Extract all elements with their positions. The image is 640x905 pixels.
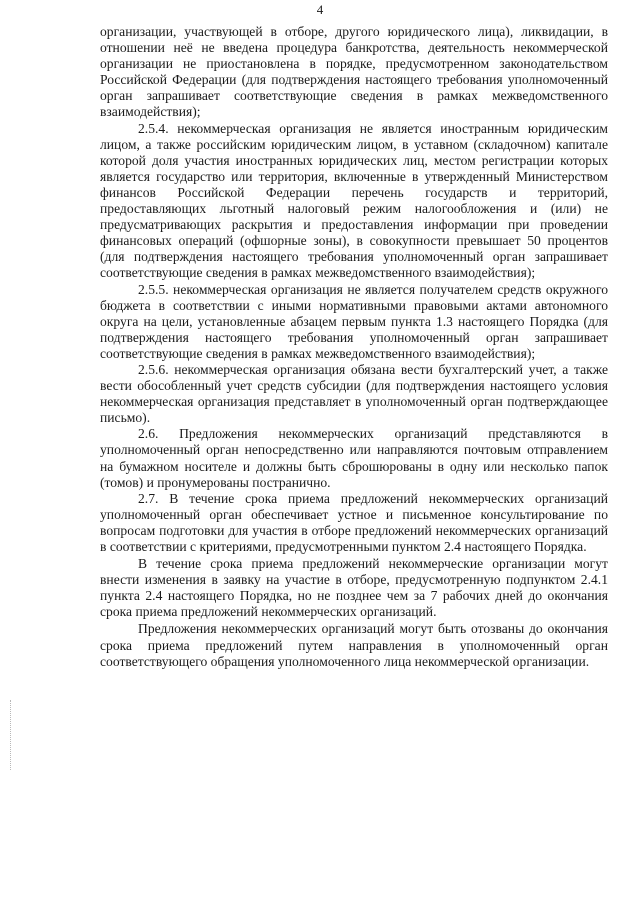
paragraph-2-6: 2.6. Предложения некоммерческих организаций представляются в уполномоченный орган непосредственно или направляются почтовым отправлением на бумажном носителе и должны быть сброшюрованы в одну или несколько папок (томов) и пронумерованы постранично.	[100, 426, 608, 490]
paragraph-2-5-6: 2.5.6. некоммерческая организация обязана вести бухгалтерский учет, а также вести обособленный учет средств субсидии (для подтверждения настоящего условия некоммерческая организация представляет в уполномоченный орган подтверждающее письмо).	[100, 361, 608, 426]
paragraph-withdrawal: Предложения некоммерческих организаций могут быть отозваны до окончания срока приема предложений путем направления в уполномоченный орган соответствующего обращения уполномоченного лица некоммерческой организации.	[100, 621, 608, 669]
scan-margin-marks	[10, 700, 14, 770]
page-number: 4	[316, 2, 324, 17]
paragraph-2-5-5: 2.5.5. некоммерческая организация не является получателем средств окружного бюджета в соответствии с иными нормативными правовыми актами автономного округа на цели, установленные абзацем первым пункта 1.3 настоящего Порядка (для подтверждения настоящего требования уполномоченный орган запрашивает соответствующие сведения в рамках межведомственного взаимодействия);	[100, 281, 608, 361]
paragraph-2-7: 2.7. В течение срока приема предложений некоммерческих организаций уполномоченный орган обеспечивает устное и письменное консультирование по вопросам подготовки для участия в отборе предложений некоммерческих организаций в соответствии с критериями, предусмотренными пунктом 2.4 настоящего Порядка.	[100, 490, 608, 554]
paragraph-continuation: организации, участвующей в отборе, другого юридического лица), ликвидации, в отношении неё не введена процедура банкротства, деятельность некоммерческой организации не приостановлена в порядке, предусмотренном законодательством Российской Федерации (для подтверждения настоящего требования уполномоченный орган запрашивает соответствующие сведения в рамках межведомственного взаимодействия);	[100, 24, 608, 120]
paragraph-changes: В течение срока приема предложений некоммерческие организации могут внести изменения в заявку на участие в отборе, предусмотренную подпунктом 2.4.1 пункта 2.4 настоящего Порядка, но не позднее чем за 7 рабочих дней до окончания срока приема предложений некоммерческих организаций.	[100, 556, 608, 620]
paragraph-2-5-4: 2.5.4. некоммерческая организация не является иностранным юридическим лицом, а также российским юридическим лицом, в уставном (складочном) капитале которой доля участия иностранных юридических лиц, местом регистрации которых является государство или территория, включенные в утвержденный Министерством финансов Российской Федерации перечень государств и территорий, предоставляющих льготный налоговый режим налогообложения и (или) не предусматривающих раскрытия и предоставления информации при проведении финансовых операций (офшорные зоны), в совокупности превышает 50 процентов (для подтверждения настоящего требования уполномоченный орган запрашивает соответствующие сведения в рамках межведомственного взаимодействия);	[100, 120, 608, 281]
document-body	[100, 24, 608, 670]
